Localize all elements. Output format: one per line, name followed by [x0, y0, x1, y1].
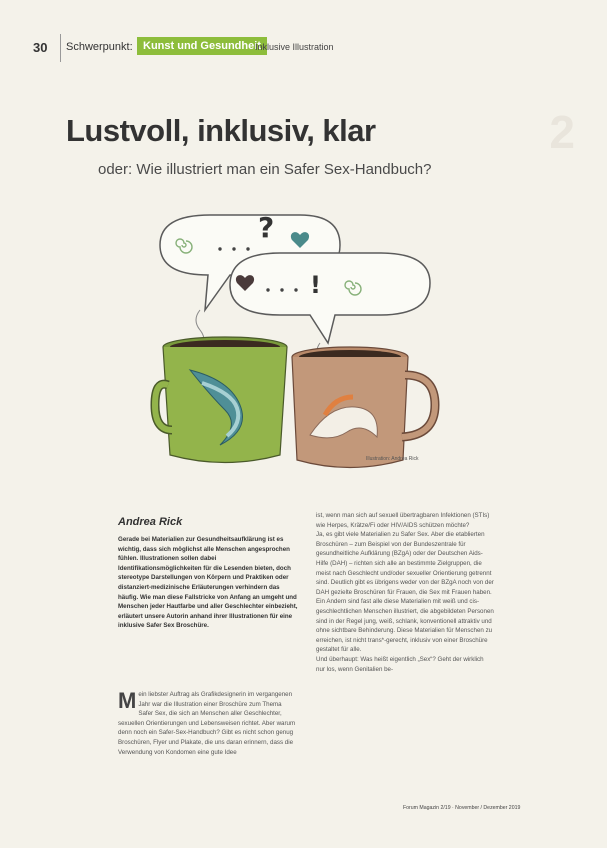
coffee-mugs-illustration — [150, 205, 450, 480]
body-column-left — [118, 690, 298, 757]
header-divider — [60, 34, 61, 62]
body-paragraph: Und überhaupt: Was heißt eigentlich „Sex“? Geht der wirklich nur los, wenn Genitalien be- — [316, 655, 484, 673]
author-name: Andrea Rick — [118, 516, 183, 528]
article-title: Lustvoll, inklusiv, klar — [66, 113, 376, 148]
body-paragraph: ist, wenn man sich auf sexuell übertragbaren Infektionen (STIs) wie Herpes, Krätze/Fi oder HIV/AIDS schützen möchte? — [316, 512, 490, 529]
exclamation-mark-icon: ! — [310, 271, 321, 299]
body-paragraph: Ja, es gibt viele Materialien zu Safer Sex. Aber die etablierten Broschüren – zum Beispiel von der Bundeszentrale für gesundheitliche Aufklärung (BZgA) oder der Deutschen Aids-Hilfe (DAH) – richten sich alle an bestimmte Zielgruppen, die meist nach Geschlecht und/oder sexueller Orientierung getrennt sind. Deutlich gibt es übrigens weder von der BZgA noch von der DAH gezielte Broschüren für Frauen, die Sex mit Frauen haben. Ein Andern sind fast alle diese Materialien mit weiß und cis-geschlechtlichen Menschen illustriert, die abgebildeten Personen sind in der Regel jung, weiß, schlank, konventionell attraktiv und ohne sichtbare Behinderung. Diese Materialien für Menschen zu erreichen, ist nicht trans*-gerecht, inklusiv von einer Broschüre gestaltet für alle. — [316, 531, 494, 654]
page-number: 30 — [33, 40, 48, 55]
article-subtitle: oder: Wie illustriert man ein Safer Sex-Handbuch? — [98, 161, 432, 178]
body-paragraph: ein liebster Auftrag als Grafikdesignerin im vergangenen Jahr war die Illustration einer Broschüre zum Thema Safer Sex, die sich an Menschen aller Geschlechter, sexuellen Orientierungen und Lebensweisen richtet. Aber warum denn noch ein Safer-Sex-Handbuch? Gibt es nicht schon genug Broschüren, Flyer und Plakate, die uns daran erinnern, dass die Verwendung von Kondomen eine gute Idee — [118, 691, 296, 756]
illustration-credit: Illustration: Andrea Rick — [366, 456, 419, 462]
section-label: Schwerpunkt: — [66, 41, 133, 53]
page-footer: Forum Magazin 2/19 · November / Dezember 2019 — [403, 805, 521, 811]
section-subtitle: Inklusive Illustration — [255, 42, 334, 52]
section-tag: Kunst und Gesundheit — [137, 37, 267, 55]
drop-cap: M — [118, 688, 137, 713]
brown-mug — [292, 347, 435, 468]
green-mug — [155, 337, 287, 463]
article-lead: Gerade bei Materialien zur Gesundheitsaufklärung ist es wichtig, dass sich möglichst alle Menschen angesprochen fühlen. Illustrationen sollen dabei Identifikationsmöglichkeiten für die Lesenden bieten, doch stereotype Darstellungen von Körpern und Praktiken oder distanziert-medizinische Erläuterungen verhindern das häufig. Wie man diese Fallstricke von Anfang an umgeht und Menschen jeder Hautfarbe und aller Geschlechter einbezieht, erläutert unsere Autorin anhand ihrer Illustrationen für eine inklusive Safer Sex Broschüre. — [118, 536, 298, 630]
speech-bubble-right — [230, 253, 430, 343]
body-column-right — [316, 511, 494, 674]
watermark: 2 — [549, 106, 577, 158]
question-mark-icon: ? — [258, 211, 275, 244]
